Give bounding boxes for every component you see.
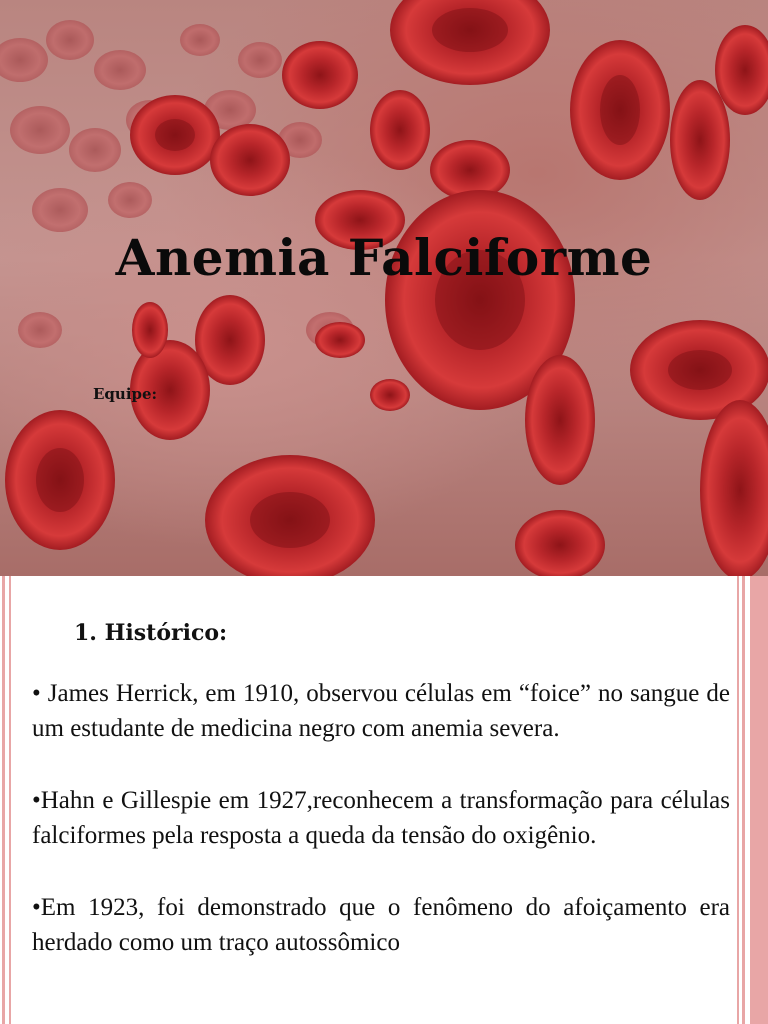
paragraph-herrick: • James Herrick, em 1910, observou células em “foice” no sangue de um estudante de medicina negro com anemia severa. (32, 680, 730, 742)
paragraph-hahn-gillespie: •Hahn e Gillespie em 1927,reconhecem a transformação para células falciformes pela resposta a queda da tensão do oxigênio. (32, 787, 730, 849)
left-border-stripe-outer (2, 576, 5, 1024)
team-label: Equipe: (93, 385, 158, 403)
right-border-stripe-outer (750, 576, 768, 1024)
right-border-stripe-mid (742, 576, 745, 1024)
right-border-stripe-inner (737, 576, 739, 1024)
slide-title: Anemia Falciforme (115, 228, 653, 287)
section-heading: 1. Histórico: (74, 620, 228, 646)
history-body (32, 676, 730, 997)
history-slide (0, 576, 768, 1024)
paragraph-1923: •Em 1923, foi demonstrado que o fenômeno do afoiçamento era herdado como um traço autossômico (32, 894, 730, 956)
left-border-stripe-inner (9, 576, 11, 1024)
